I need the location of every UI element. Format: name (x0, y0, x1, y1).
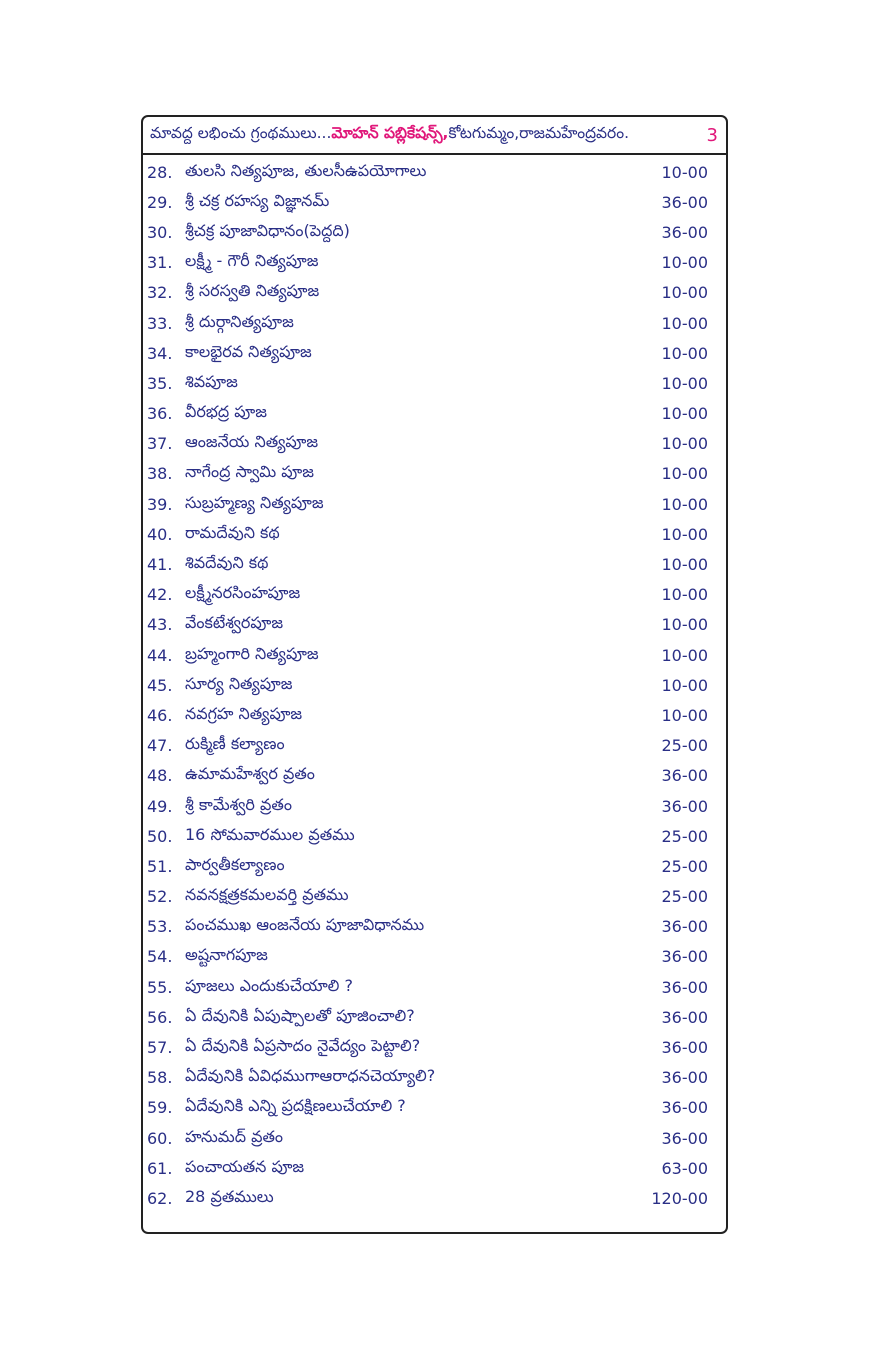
item-title: పార్వతీకల్యాణం (185, 854, 285, 874)
item-title: సుబ్రహ్మణ్య నిత్యపూజ (185, 492, 324, 512)
list-item (143, 308, 726, 338)
item-price: 10-00 (661, 645, 708, 665)
list-item (143, 851, 726, 881)
list-item (143, 399, 726, 429)
item-number: 29. (147, 192, 173, 212)
header-intro-text: మావద్ద లభించు గ్రంథములు... (150, 124, 332, 142)
item-number: 45. (147, 675, 173, 695)
item-number: 60. (147, 1128, 173, 1148)
item-price: 10-00 (661, 524, 708, 544)
list-item (143, 731, 726, 761)
item-price: 36-00 (661, 1098, 708, 1118)
list-item (143, 1032, 726, 1062)
item-title: హనుమద్ వ్రతం (185, 1126, 284, 1146)
list-item (143, 429, 726, 459)
item-price: 10-00 (661, 555, 708, 575)
list-item (143, 640, 726, 670)
item-number: 30. (147, 222, 173, 242)
item-price: 10-00 (661, 585, 708, 605)
list-item (143, 912, 726, 942)
list-item (143, 278, 726, 308)
item-price: 10-00 (661, 705, 708, 725)
item-title: బ్రహ్మంగారి నిత్యపూజ (185, 643, 319, 663)
item-title: 28 వ్రతములు (185, 1186, 274, 1206)
item-number: 37. (147, 434, 173, 454)
list-item (143, 1153, 726, 1183)
item-price: 10-00 (661, 283, 708, 303)
publisher-address: కోటగుమ్మం,రాజమహేంద్రవరం. (448, 124, 630, 142)
list-item (143, 489, 726, 519)
item-price: 10-00 (661, 373, 708, 393)
item-title: పంచముఖ ఆంజనేయ పూజావిధానము (185, 915, 425, 935)
book-list-frame (141, 115, 728, 1234)
item-title: శ్రీ సరస్వతి నిత్యపూజ (185, 281, 320, 301)
item-title: అష్టనాగపూజ (185, 945, 268, 965)
list-item (143, 217, 726, 247)
item-title: ఉమామహేశ్వర వ్రతం (185, 764, 315, 784)
item-number: 43. (147, 615, 173, 635)
item-number: 56. (147, 1007, 173, 1027)
item-title: ఆంజనేయ నిత్యపూజ (185, 432, 319, 452)
list-item (143, 549, 726, 579)
item-price: 36-00 (661, 766, 708, 786)
item-title: నాగేంద్ర స్వామి పూజ (185, 462, 314, 482)
item-title: శివపూజ (185, 371, 238, 391)
item-title: వీరభద్ర పూజ (185, 402, 267, 422)
item-title: నవనక్షత్రకమలవర్తి వ్రతము (185, 885, 349, 905)
item-price: 120-00 (651, 1188, 708, 1208)
item-number: 54. (147, 947, 173, 967)
item-number: 39. (147, 494, 173, 514)
item-number: 58. (147, 1068, 173, 1088)
item-title: శ్రీ కామేశ్వరి వ్రతం (185, 794, 292, 814)
list-header (143, 117, 726, 155)
list-item (143, 248, 726, 278)
item-price: 10-00 (661, 615, 708, 635)
item-price: 36-00 (661, 977, 708, 997)
list-item (143, 821, 726, 851)
item-title: నవగ్రహ నిత్యపూజ (185, 703, 303, 723)
item-title: లక్ష్మీనరసింహపూజ (185, 583, 301, 603)
item-price: 36-00 (661, 1007, 708, 1027)
item-price: 25-00 (661, 736, 708, 756)
item-number: 42. (147, 585, 173, 605)
list-item (143, 580, 726, 610)
item-title: శ్రీచక్ర పూజావిధానం(పెద్దది) (185, 220, 350, 240)
list-item (143, 1002, 726, 1032)
item-number: 28. (147, 162, 173, 182)
item-number: 44. (147, 645, 173, 665)
item-number: 48. (147, 766, 173, 786)
item-title: రామదేవుని కథ (185, 522, 280, 542)
item-price: 25-00 (661, 887, 708, 907)
item-number: 62. (147, 1188, 173, 1208)
item-number: 35. (147, 373, 173, 393)
item-number: 41. (147, 555, 173, 575)
item-price: 10-00 (661, 675, 708, 695)
item-number: 31. (147, 253, 173, 273)
book-list (143, 155, 726, 1214)
item-number: 49. (147, 796, 173, 816)
item-title: శ్రీ చక్ర రహస్య విజ్ఞానమ్ (185, 190, 330, 210)
item-title: పూజలు ఎందుకుచేయాలి ? (185, 975, 353, 995)
item-title: ఏదేవునికి ఏవిధముగాఆరాధనచెయ్యాలి? (185, 1066, 436, 1086)
item-title: కాలభైరవ నిత్యపూజ (185, 341, 312, 361)
item-price: 36-00 (661, 1038, 708, 1058)
item-number: 36. (147, 404, 173, 424)
item-price: 36-00 (661, 1068, 708, 1088)
item-title: రుక్మిణీ కల్యాణం (185, 734, 285, 754)
item-title: ఏ దేవునికి ఏపుష్పాలతో పూజించాలి? (185, 1005, 415, 1025)
item-price: 10-00 (661, 162, 708, 182)
item-price: 36-00 (661, 222, 708, 242)
list-item (143, 700, 726, 730)
page-number: 3 (706, 124, 718, 146)
item-title: శ్రీ దుర్గానిత్యపూజ (185, 311, 294, 331)
list-item (143, 791, 726, 821)
item-number: 51. (147, 856, 173, 876)
list-item (143, 519, 726, 549)
list-item (143, 761, 726, 791)
item-title: శివదేవుని కథ (185, 553, 269, 573)
item-title: లక్ష్మీ - గౌరీ నిత్యపూజ (185, 251, 319, 271)
item-price: 36-00 (661, 192, 708, 212)
item-title: 16 సోమవారముల వ్రతము (185, 824, 355, 844)
list-item (143, 942, 726, 972)
item-number: 52. (147, 887, 173, 907)
item-title: ఏ దేవునికి ఏప్రసాదం నైవేద్యం పెట్టాలి? (185, 1036, 421, 1056)
item-price: 10-00 (661, 313, 708, 333)
list-item (143, 187, 726, 217)
item-price: 63-00 (661, 1158, 708, 1178)
item-number: 40. (147, 524, 173, 544)
item-price: 36-00 (661, 917, 708, 937)
list-item (143, 368, 726, 398)
item-title: వేంకటేశ్వరపూజ (185, 613, 284, 633)
item-number: 32. (147, 283, 173, 303)
item-price: 10-00 (661, 494, 708, 514)
list-item (143, 1063, 726, 1093)
item-price: 36-00 (661, 1128, 708, 1148)
item-number: 46. (147, 705, 173, 725)
list-item (143, 610, 726, 640)
item-number: 33. (147, 313, 173, 333)
item-number: 38. (147, 464, 173, 484)
item-number: 57. (147, 1038, 173, 1058)
item-number: 55. (147, 977, 173, 997)
list-item (143, 338, 726, 368)
item-price: 10-00 (661, 434, 708, 454)
item-number: 47. (147, 736, 173, 756)
item-number: 59. (147, 1098, 173, 1118)
item-title: సూర్య నిత్యపూజ (185, 673, 293, 693)
item-price: 25-00 (661, 826, 708, 846)
item-price: 36-00 (661, 947, 708, 967)
item-price: 25-00 (661, 856, 708, 876)
item-title: పంచాయతన పూజ (185, 1156, 305, 1176)
item-price: 36-00 (661, 796, 708, 816)
item-price: 10-00 (661, 343, 708, 363)
list-item (143, 882, 726, 912)
item-price: 10-00 (661, 464, 708, 484)
item-title: తులసి నిత్యపూజ, తులసీఉపయోగాలు (185, 160, 427, 180)
item-price: 10-00 (661, 404, 708, 424)
list-item (143, 972, 726, 1002)
item-number: 50. (147, 826, 173, 846)
item-number: 34. (147, 343, 173, 363)
list-item (143, 157, 726, 187)
publisher-name: మోహన్ పబ్లికేషన్స్, (331, 124, 449, 142)
item-price: 10-00 (661, 253, 708, 273)
item-title: ఏదేవునికి ఎన్ని ప్రదక్షిణలుచేయాలి ? (185, 1096, 406, 1116)
list-item (143, 459, 726, 489)
list-item (143, 670, 726, 700)
list-item (143, 1093, 726, 1123)
item-number: 61. (147, 1158, 173, 1178)
list-item (143, 1183, 726, 1213)
item-number: 53. (147, 917, 173, 937)
list-item (143, 1123, 726, 1153)
